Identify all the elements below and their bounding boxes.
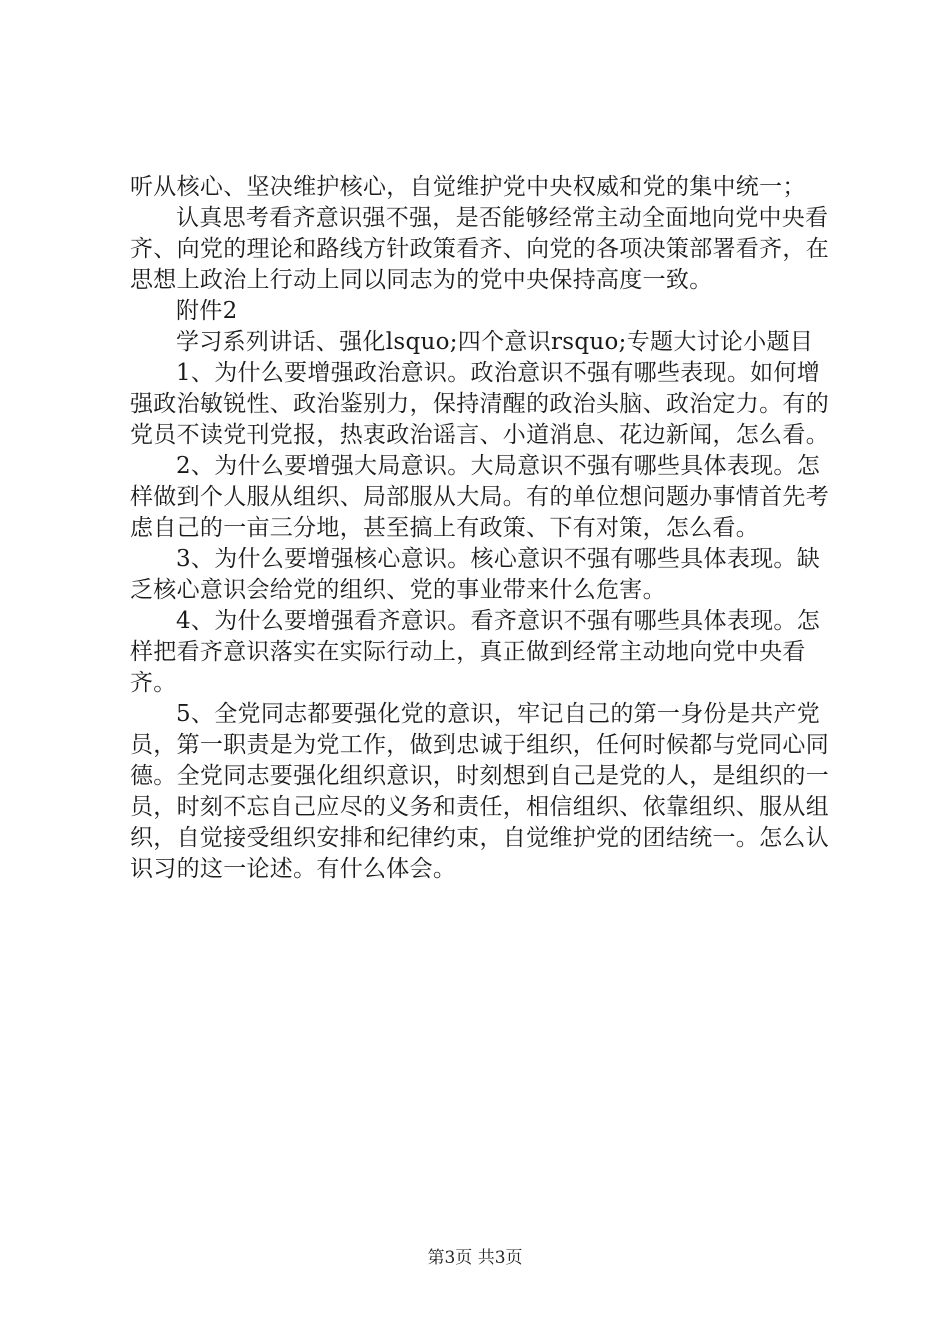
question-2: 2、为什么要增强大局意识。大局意识不强有哪些具体表现。怎样做到个人服从组织、局部服从大局。有的单位想问题办事情首先考虑自己的一亩三分地，甚至搞上有政策、下有对策，怎么看。 [130, 453, 829, 541]
page-footer: 第3页 共3页 [427, 1248, 523, 1268]
question-3: 3、为什么要增强核心意识。核心意识不强有哪些具体表现。缺乏核心意识会给党的组织、党的事业带来什么危害。 [130, 546, 821, 603]
question-1: 1、为什么要增强政治意识。政治意识不强有哪些表现。如何增强政治敏锐性、政治鉴别力，保持清醒的政治头脑、政治定力。有的党员不读党刊党报，热衷政治谣言、小道消息、花边新闻，怎么看。 [130, 360, 829, 448]
question-4: 4、为什么要增强看齐意识。看齐意识不强有哪些具体表现。怎样把看齐意识落实在实际行动上，真正做到经常主动地向党中央看齐。 [130, 608, 821, 696]
paragraph-2: 认真思考看齐意识强不强，是否能够经常主动全面地向党中央看齐、向党的理论和路线方针政策看齐、向党的各项决策部署看齐，在思想上政治上行动上同以同志为的党中央保持高度一致。 [130, 205, 829, 293]
document-body [130, 172, 835, 885]
paragraph-1: 听从核心、坚决维护核心，自觉维护党中央权威和党的集中统一； [130, 174, 806, 200]
question-5: 5、全党同志都要强化党的意识，牢记自己的第一身份是共产党员，第一职责是为党工作，做到忠诚于组织，任何时候都与党同心同德。全党同志要强化组织意识，时刻想到自己是党的人，是组织的一员，时刻不忘自己应尽的义务和责任，相信组织、依靠组织、服从组织，自觉接受组织安排和纪律约束，自觉维护党的团结统一。怎么认识习的这一论述。有什么体会。 [130, 701, 829, 882]
attachment-title: 学习系列讲话、强化lsquo;四个意识rsquo;专题大讨论小题目 [176, 329, 814, 355]
attachment-label: 附件2 [176, 298, 238, 324]
